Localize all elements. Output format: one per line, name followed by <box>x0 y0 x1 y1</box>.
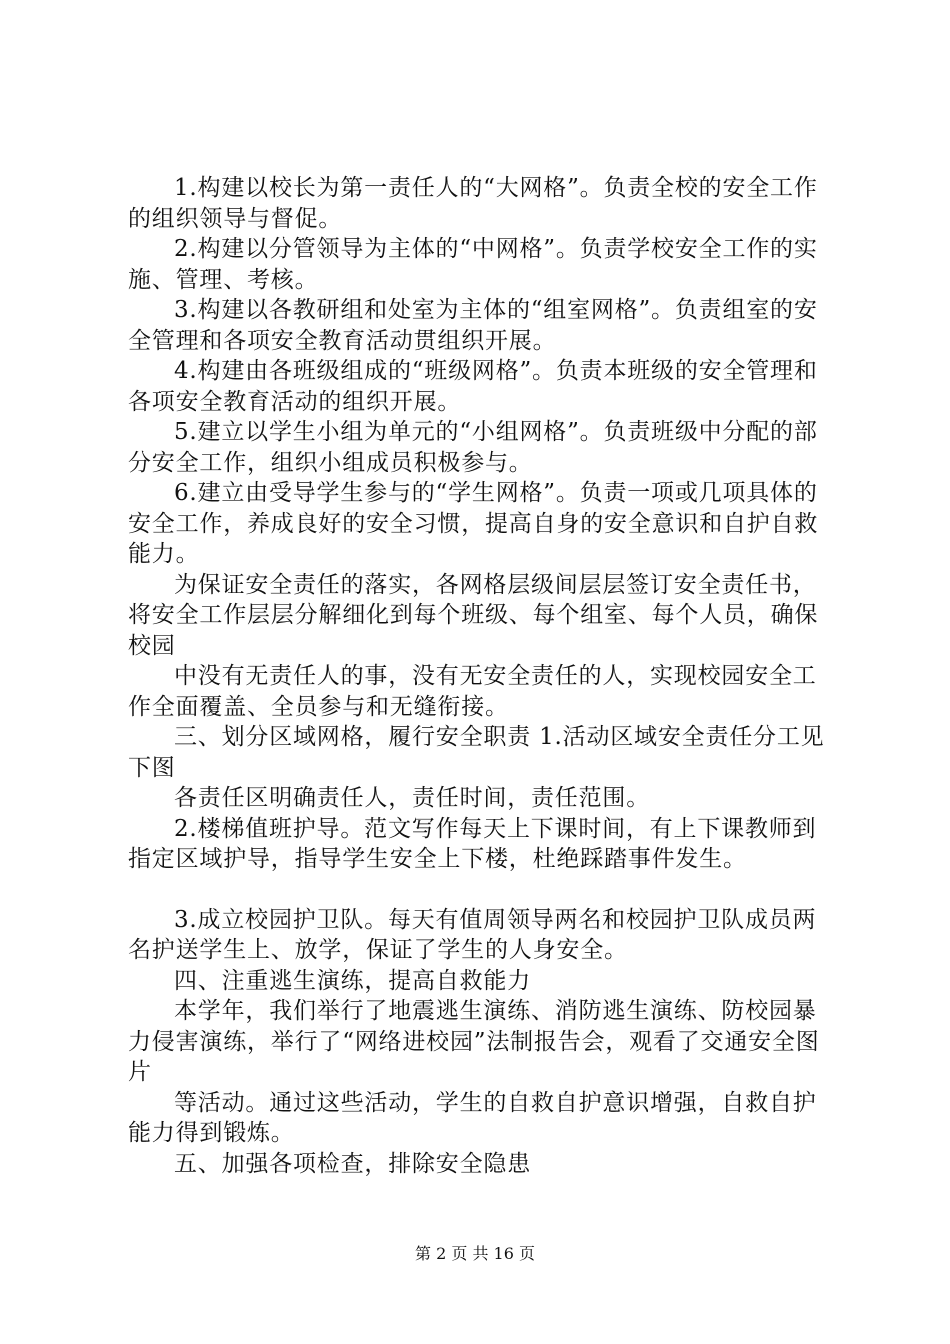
paragraph-7: 为保证安全责任的落实，各网格层级间层层签订安全责任书，将安全工作层层分解细化到每个班级、每个组室、每个人员，确保校园 <box>128 571 819 659</box>
paragraph-1: 1.构建以校长为第一责任人的“大网格”。负责全校的安全工作的组织领导与督促。 <box>128 175 818 232</box>
section-heading-4: 四、注重逃生演练，提高自救能力 <box>174 967 531 994</box>
page-footer <box>0 1244 950 1264</box>
section-heading-5: 五、加强各项检查，排除安全隐患 <box>174 1150 531 1177</box>
paragraph-4: 4.构建由各班级组成的“班级网格”。负责本班级的安全管理和各项安全教育活动的组织开展。 <box>128 358 818 415</box>
paragraph-8: 中没有无责任人的事，没有无安全责任的人，实现校园安全工作全面覆盖、全员参与和无缝衔接。 <box>128 663 817 720</box>
paragraph-14: 本学年，我们举行了地震逃生演练、消防逃生演练、防校园暴力侵害演练，举行了“网络进校园”法制报告会，观看了交通安全图片 <box>128 998 820 1085</box>
paragraph-3: 3.构建以各教研组和处室为主体的“组室网格”。负责组室的安全管理和各项安全教育活动贯组织开展。 <box>128 297 818 354</box>
paragraph-12: 3.成立校园护卫队。每天有值周领导两名和校园护卫队成员两名护送学生上、放学，保证了学生的人身安全。 <box>128 906 817 963</box>
paragraph-5: 5.建立以学生小组为单元的“小组网格”。负责班级中分配的部分安全工作，组织小组成员积极参与。 <box>128 419 818 476</box>
document-body <box>128 173 840 1179</box>
paragraph-2: 2.构建以分管领导为主体的“中网格”。负责学校安全工作的实施、管理、考核。 <box>128 236 818 293</box>
page-number-label: 第 2 页 共 16 页 <box>415 1244 535 1263</box>
paragraph-15: 等活动。通过这些活动，学生的自救自护意识增强，自救自护能力得到锻炼。 <box>128 1089 817 1146</box>
paragraph-6: 6.建立由受导学生参与的“学生网格”。负责一项或几项具体的安全工作，养成良好的安全习惯，提高自身的安全意识和自护自救能力。 <box>128 480 819 567</box>
section-heading-3: 三、划分区域网格，履行安全职责 1.活动区域安全责任分工见下图 <box>128 724 825 781</box>
paragraph-10: 各责任区明确责任人，责任时间，责任范围。 <box>174 785 650 811</box>
paragraph-11: 2.楼梯值班护导。范文写作每天上下课时间，有上下课教师到指定区域护导，指导学生安全上下楼，杜绝踩踏事件发生。 <box>128 815 817 872</box>
